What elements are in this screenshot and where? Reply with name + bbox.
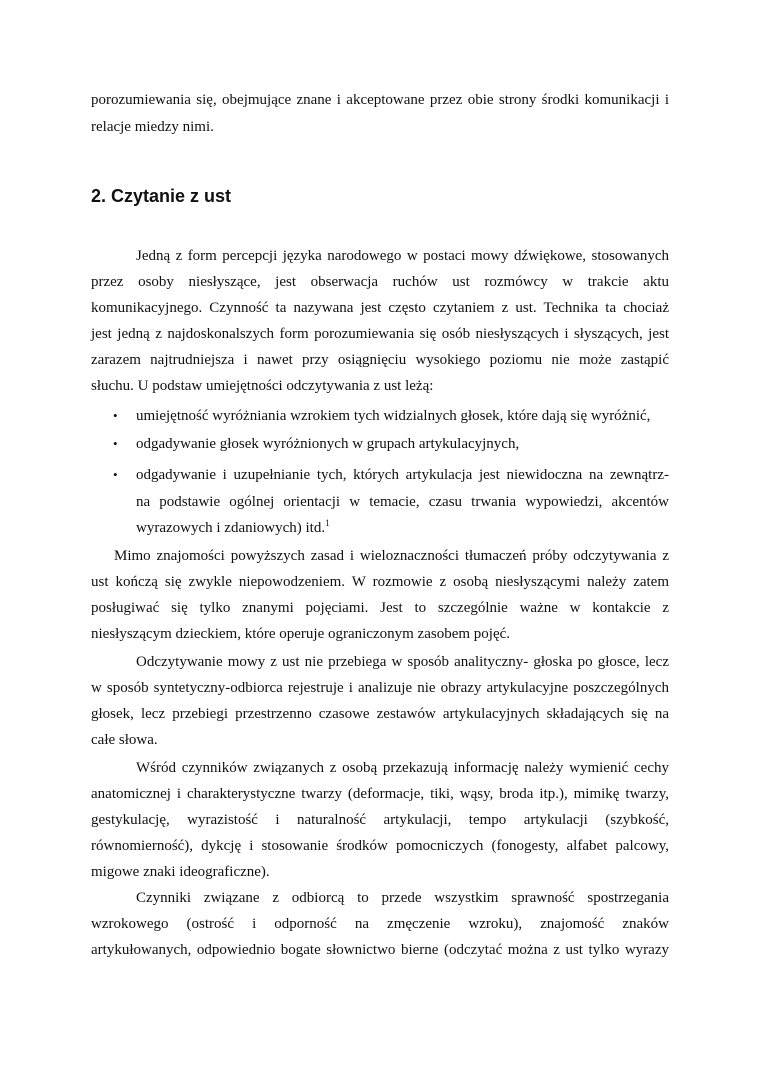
para1-line-1: Jedną z form percepcji języka narodowego w postaci mowy dźwiękowe, stosowanych	[136, 248, 669, 264]
list-item-line-2: na podstawie ogólnej orientacji w temacie, czasu trwania wypowiedzi, akcentów	[136, 494, 669, 510]
para3-line-4: całe słowa.	[91, 732, 158, 748]
para1-line-6: słuchu. U podstaw umiejętności odczytywania z ust leżą:	[91, 378, 434, 394]
para5-line-2: wzrokowego (ostrość i odporność na zmęczenie wzroku), znajomość znaków	[91, 916, 669, 932]
para4-line-1: Wśród czynników związanych z osobą przekazują informację należy wymienić cechy	[136, 760, 669, 776]
footnote-reference[interactable]: 1	[325, 518, 330, 528]
list-item-text: wyrazowych i zdaniowych) itd.	[136, 520, 326, 536]
para4-line-3: gestykulację, wyrazistość i naturalność artykulacji, tempo artykulacji (szybkość,	[91, 812, 669, 828]
para3-line-2: w sposób syntetyczny-odbiorca rejestruje i analizuje nie obrazy artykulacyjne poszczególnych	[91, 680, 669, 696]
bullet-marker: •	[113, 408, 118, 423]
intro-line-2: relacje miedzy nimi.	[91, 119, 214, 135]
para5-line-3: artykułowanych, odpowiednio bogate słownictwo bierne (odczytać można z ust tylko wyrazy	[91, 942, 669, 958]
para2-line-4: niesłyszącym dzieckiem, które operuje ograniczonym zasobem pojęć.	[91, 626, 511, 642]
list-item: odgadywanie głosek wyróżnionych w grupach artykulacyjnych,	[136, 436, 520, 452]
para4-line-2: anatomicznej i charakterystyczne twarzy (deformacje, tiki, wąsy, broda itp.), mimikę twarzy,	[91, 786, 669, 802]
para2-line-1: Mimo znajomości powyższych zasad i wieloznaczności tłumaczeń próby odczytywania z	[114, 548, 669, 564]
list-item-line-1: odgadywanie i uzupełnianie tych, których artykulacja jest niewidoczna na zewnątrz-	[136, 467, 669, 483]
para1-line-4: jest jedną z najdoskonalszych form porozumiewania się osób niesłyszących i słyszących, jest	[91, 326, 669, 342]
list-item-line-3	[136, 518, 669, 538]
para4-line-4: równomierność), dykcję i stosowanie środków pomocniczych (fonogesty, alfabet palcowy,	[91, 838, 669, 854]
section-heading: 2. Czytanie z ust	[91, 186, 232, 206]
para1-line-2: przez osoby niesłyszące, jest obserwacja ruchów ust rozmówcy w trakcie aktu	[91, 274, 669, 290]
para3-line-1: Odczytywanie mowy z ust nie przebiega w sposób analityczny- głoska po głosce, lecz	[136, 654, 669, 670]
para2-line-3: posługiwać się tylko znanymi pojęciami. Jest to szczególnie ważne w kontakcie z	[91, 600, 669, 616]
intro-line-1: porozumiewania się, obejmujące znane i akceptowane przez obie strony środki komunikacji i	[91, 92, 669, 108]
para1-line-5: zarazem najtrudniejsza i nawet przy osiągnięciu wysokiego poziomu nie może zastąpić	[91, 352, 669, 368]
list-item: umiejętność wyróżniania wzrokiem tych widzialnych głosek, które dają się wyróżnić,	[136, 408, 651, 424]
para2-line-2: ust kończą się zwykle niepowodzeniem. W rozmowie z osobą niesłyszącymi należy zatem	[91, 574, 669, 590]
bullet-marker: •	[113, 467, 118, 482]
para3-line-3: głosek, lecz przebiegi przestrzenno czasowe zestawów artykulacyjnych składających się na	[91, 706, 669, 722]
para5-line-1: Czynniki związane z odbiorcą to przede wszystkim sprawność spostrzegania	[136, 890, 669, 906]
para1-line-3: komunikacyjnego. Czynność ta nazywana jest często czytaniem z ust. Technika ta chociaż	[91, 300, 669, 316]
bullet-marker: •	[113, 436, 118, 451]
para4-line-5: migowe znaki ideograficzne).	[91, 864, 270, 880]
